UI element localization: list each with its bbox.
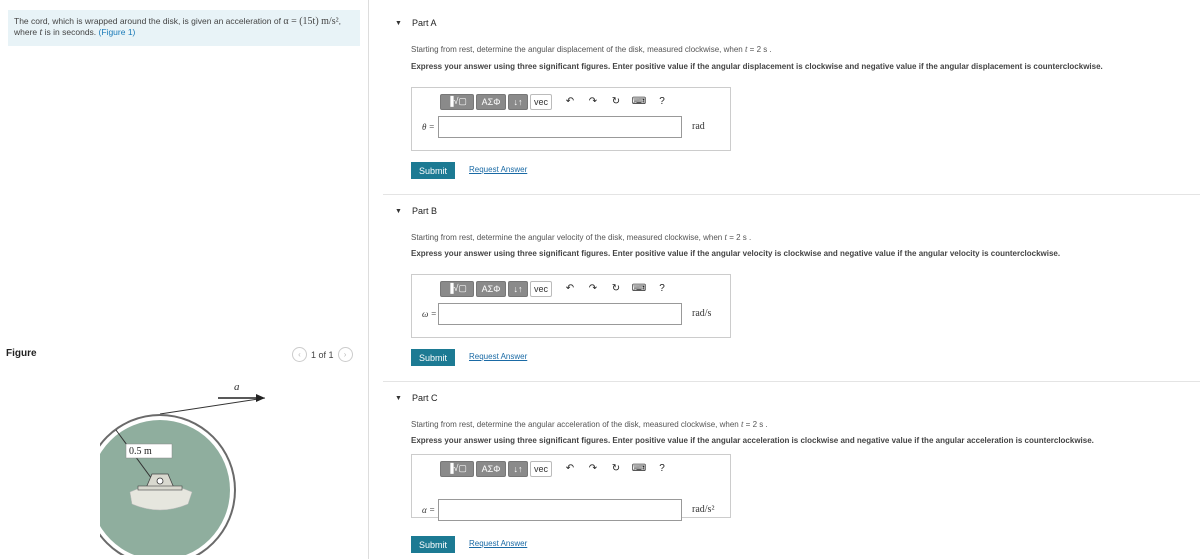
keyboard-icon[interactable]: ⌨: [631, 96, 647, 107]
math-toolbar: [440, 280, 669, 297]
vec-button[interactable]: vec: [530, 281, 552, 297]
greek-button[interactable]: ΑΣΦ: [476, 281, 506, 297]
unit-label: rad: [692, 121, 705, 132]
unit-label: rad/s²: [692, 504, 715, 515]
question-text: Starting from rest, determine the angular displacement of the disk, measured clockwise, when t = 2 s .: [411, 44, 772, 54]
part-a-header[interactable]: [395, 18, 436, 28]
request-answer-link[interactable]: Request Answer: [469, 539, 528, 548]
request-answer-link[interactable]: Request Answer: [469, 165, 528, 174]
instruction-text: Express your answer using three significant figures. Enter positive value if the angular displacement is clockwise and negative value if the angular displacement is counterclockwise.: [411, 62, 1103, 71]
undo-icon[interactable]: ↶: [565, 463, 575, 474]
sort-button[interactable]: ↓↑: [508, 94, 528, 110]
redo-icon[interactable]: ↷: [588, 96, 598, 107]
math-toolbar: [440, 93, 669, 110]
disk-figure: [100, 380, 270, 555]
accel-label: a: [234, 381, 240, 393]
divider: [383, 194, 1200, 195]
request-answer-link[interactable]: Request Answer: [469, 352, 528, 361]
part-b-header[interactable]: [395, 206, 437, 216]
answer-input[interactable]: [438, 116, 682, 138]
question-text: Starting from rest, determine the angular velocity of the disk, measured clockwise, when t = 2 s .: [411, 232, 752, 242]
acceleration-expression: α = (15t) m/s²: [283, 16, 339, 27]
reset-icon[interactable]: ↻: [611, 463, 621, 474]
collapse-triangle-icon[interactable]: ▼: [395, 19, 402, 27]
reset-icon[interactable]: ↻: [611, 283, 621, 294]
keyboard-icon[interactable]: ⌨: [631, 283, 647, 294]
answer-input[interactable]: [438, 303, 682, 325]
part-title: Part B: [411, 206, 437, 216]
greek-button[interactable]: ΑΣΦ: [476, 94, 506, 110]
submit-button[interactable]: Submit: [411, 162, 455, 179]
math-toolbar: [440, 460, 669, 477]
help-icon[interactable]: ?: [659, 283, 665, 294]
part-c-header[interactable]: [395, 393, 437, 403]
collapse-triangle-icon[interactable]: ▼: [395, 207, 402, 215]
problem-text-1: The cord, which is wrapped around the disk, is given an acceleration of: [14, 16, 284, 26]
templates-button[interactable]: ▐√▢: [440, 461, 474, 477]
divider: [383, 381, 1200, 382]
unit-label: rad/s: [692, 308, 712, 319]
submit-button[interactable]: Submit: [411, 536, 455, 553]
parts-panel: [369, 0, 1200, 559]
answer-box: [411, 87, 731, 151]
answer-box: [411, 274, 731, 338]
keyboard-icon[interactable]: ⌨: [631, 463, 647, 474]
figure-title: Figure: [6, 348, 37, 359]
redo-icon[interactable]: ↷: [588, 463, 598, 474]
pager-text: 1 of 1: [311, 349, 334, 360]
figure-pager: [292, 347, 353, 362]
collapse-triangle-icon[interactable]: ▼: [395, 394, 402, 402]
variable-label: θ =: [422, 122, 435, 132]
reset-icon[interactable]: ↻: [611, 96, 621, 107]
submit-button[interactable]: Submit: [411, 349, 455, 366]
undo-icon[interactable]: ↶: [565, 283, 575, 294]
figure-link[interactable]: (Figure 1): [98, 27, 136, 37]
answer-box: [411, 454, 731, 518]
help-icon[interactable]: ?: [659, 463, 665, 474]
chevron-left-icon[interactable]: ‹: [292, 347, 307, 362]
part-title: Part A: [411, 18, 437, 28]
instruction-text: Express your answer using three significant figures. Enter positive value if the angular velocity is clockwise and negative value if the angular velocity is counterclockwise.: [411, 249, 1061, 258]
vec-button[interactable]: vec: [530, 94, 552, 110]
question-text: Starting from rest, determine the angular acceleration of the disk, measured clockwise, when t = 2 s .: [411, 419, 768, 429]
undo-icon[interactable]: ↶: [565, 96, 575, 107]
instruction-text: Express your answer using three significant figures. Enter positive value if the angular acceleration is clockwise and negative value if the angular acceleration is counterclockwise.: [411, 436, 1094, 445]
problem-panel: [0, 0, 369, 559]
templates-button[interactable]: ▐√▢: [440, 281, 474, 297]
variable-label: ω =: [422, 309, 437, 319]
chevron-right-icon[interactable]: ›: [338, 347, 353, 362]
sort-button[interactable]: ↓↑: [508, 461, 528, 477]
help-icon[interactable]: ?: [659, 96, 665, 107]
answer-input[interactable]: [438, 499, 682, 521]
redo-icon[interactable]: ↷: [588, 283, 598, 294]
variable-label: α =: [422, 505, 436, 515]
greek-button[interactable]: ΑΣΦ: [476, 461, 506, 477]
sort-button[interactable]: ↓↑: [508, 281, 528, 297]
templates-button[interactable]: ▐√▢: [440, 94, 474, 110]
vec-button[interactable]: vec: [530, 461, 552, 477]
radius-label: 0.5 m: [129, 446, 152, 457]
part-title: Part C: [411, 393, 438, 403]
problem-statement: The cord, which is wrapped around the disk, is given an acceleration of α = (15t) m/s², where t is in seconds. (Figure 1): [8, 10, 360, 46]
